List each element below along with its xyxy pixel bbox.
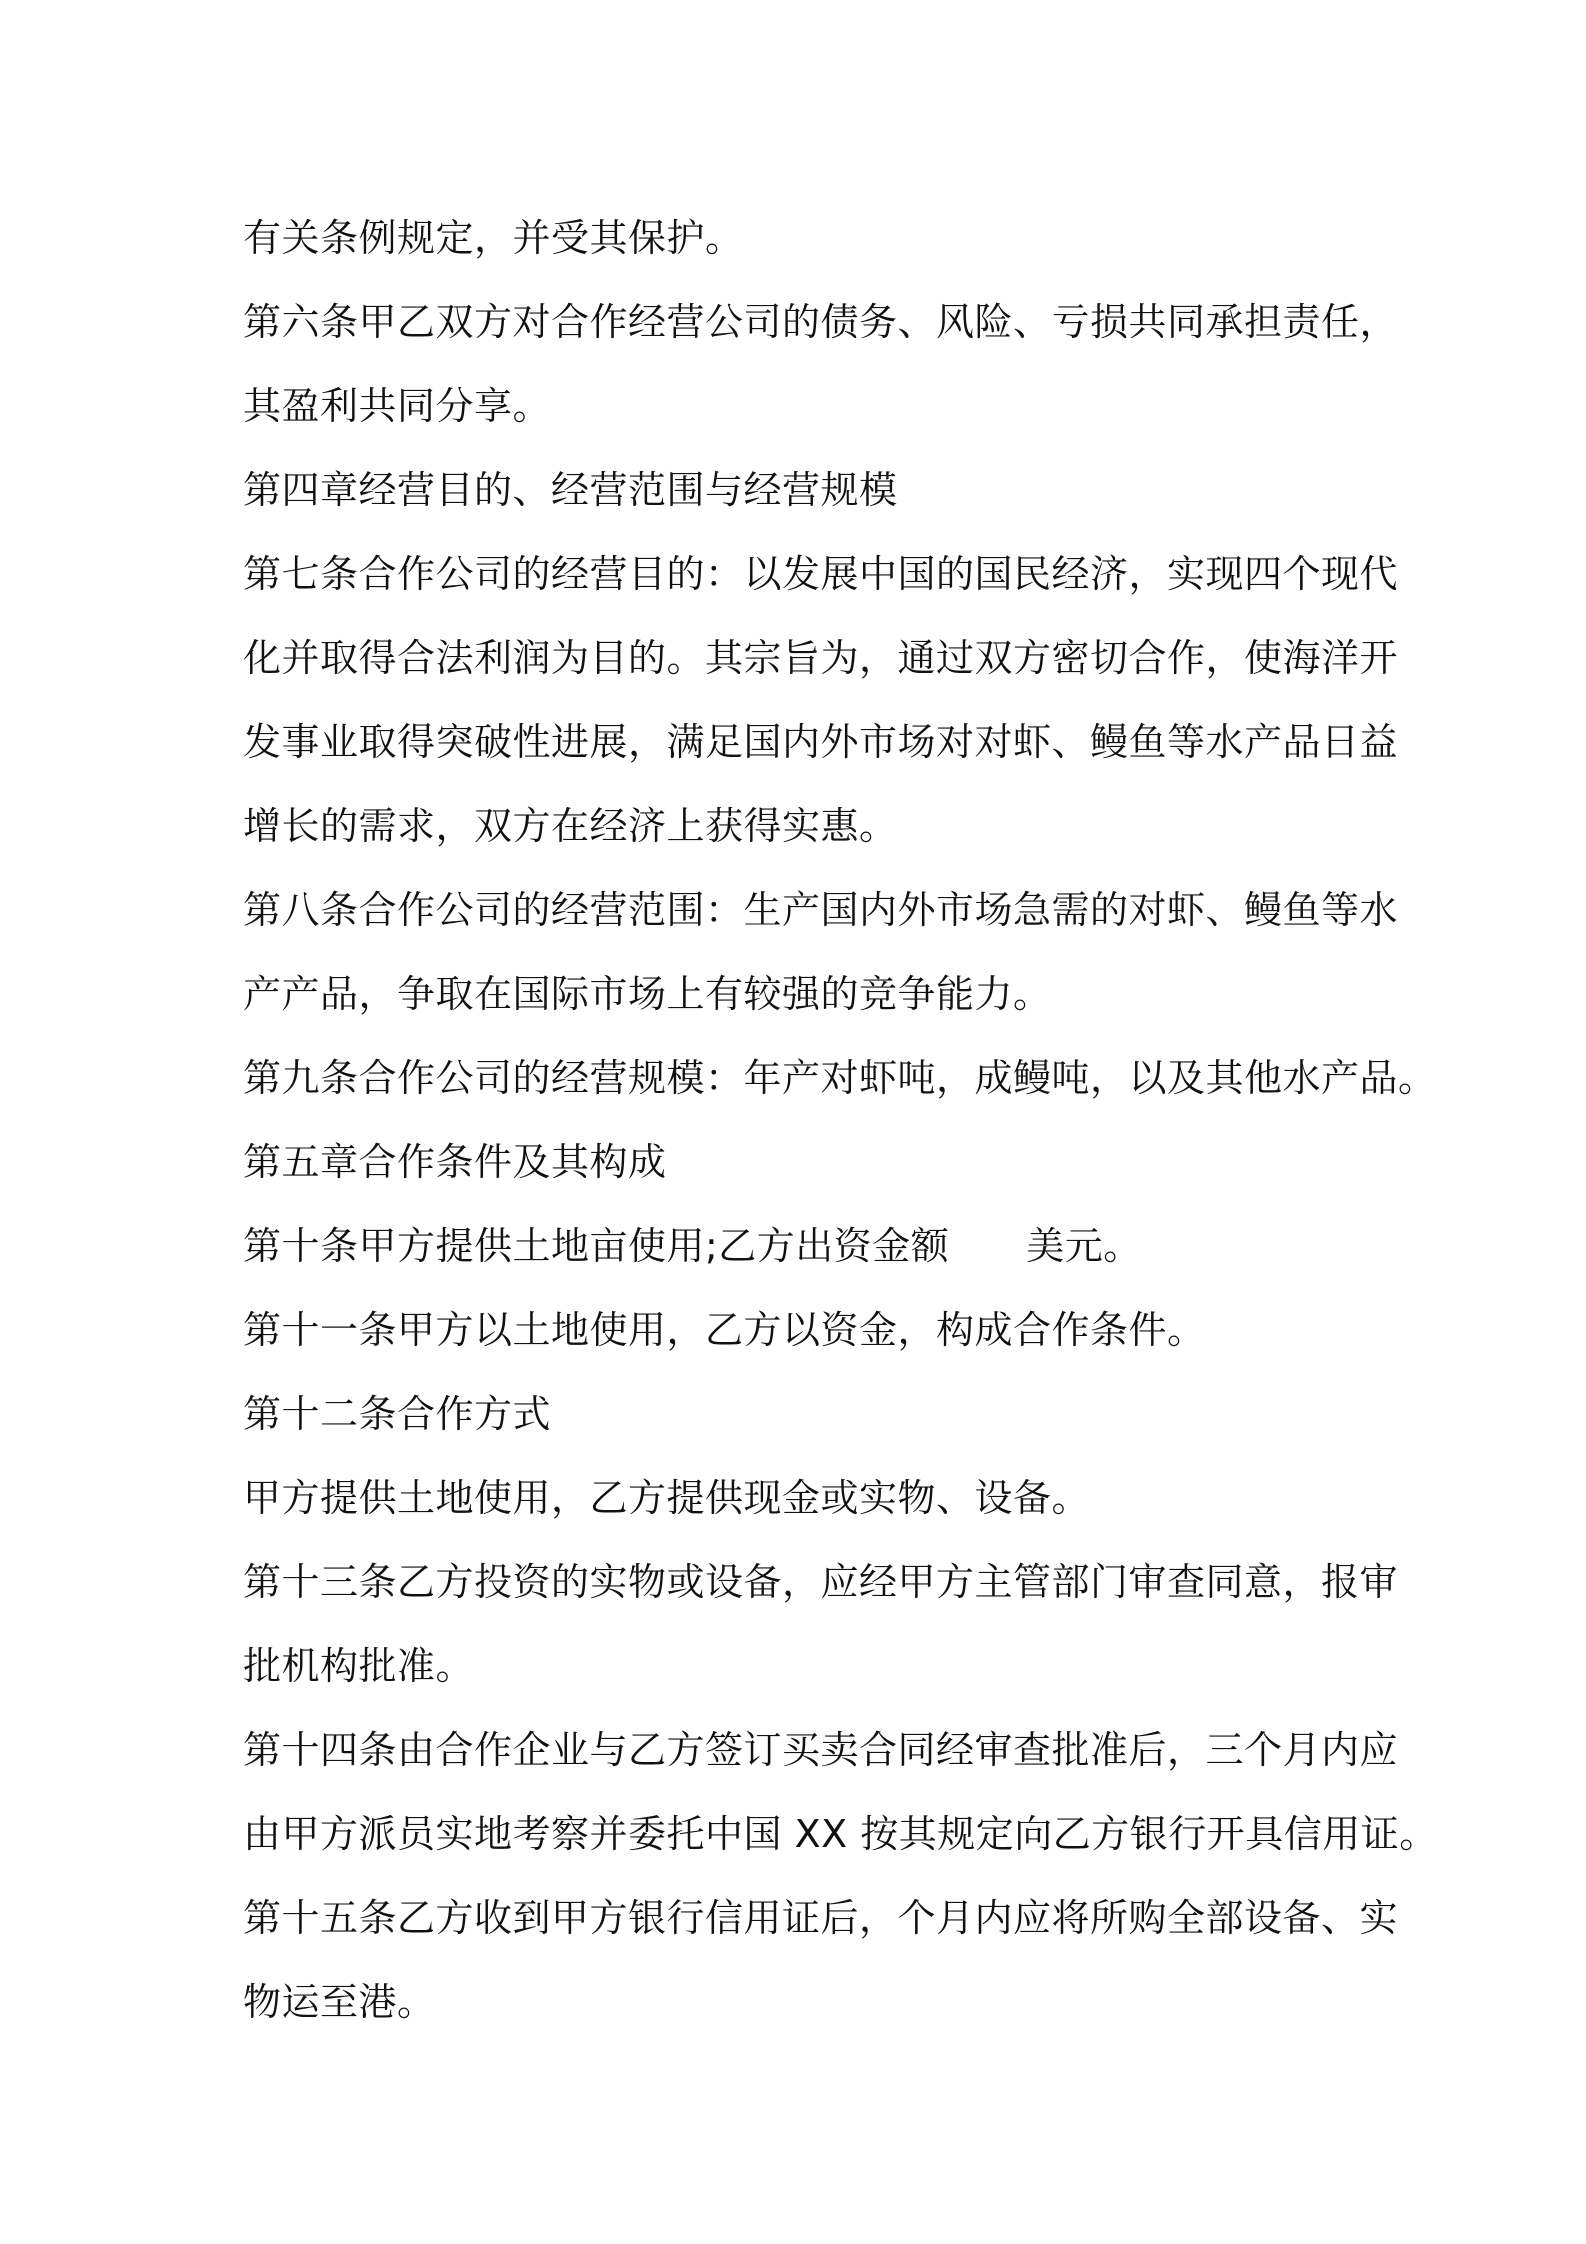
text-line: 增长的需求，双方在经济上获得实惠。	[243, 804, 898, 848]
text-line: 化并取得合法利润为目的。其宗旨为，通过双方密切合作，使海洋开	[243, 636, 1399, 680]
text-line: 由甲方派员实地考察并委托中国 XX 按其规定向乙方银行开具信用证。	[243, 1812, 1438, 1856]
text-line: 批机构批准。	[243, 1644, 475, 1688]
text-line: 第十一条甲方以土地使用，乙方以资金，构成合作条件。	[243, 1308, 1206, 1352]
text-line: 甲方提供土地使用，乙方提供现金或实物、设备。	[243, 1476, 1091, 1520]
text-line: 第十三条乙方投资的实物或设备，应经甲方主管部门审查同意，报审	[243, 1560, 1399, 1604]
text-line: 第八条合作公司的经营范围：生产国内外市场急需的对虾、鳗鱼等水	[243, 888, 1399, 932]
text-line: 有关条例规定，并受其保护。	[243, 216, 744, 260]
text-line: 第十条甲方提供土地亩使用;乙方出资金额 美元。	[243, 1224, 1142, 1268]
article-heading: 第十二条合作方式	[243, 1392, 552, 1436]
text-line: 第十五条乙方收到甲方银行信用证后，个月内应将所购全部设备、实	[243, 1896, 1399, 1940]
text-line: 其盈利共同分享。	[243, 384, 552, 428]
text-line: 第七条合作公司的经营目的：以发展中国的国民经济，实现四个现代	[243, 552, 1399, 596]
text-line: 物运至港。	[243, 1980, 436, 2024]
chapter-heading: 第五章合作条件及其构成	[243, 1140, 667, 1184]
text-line: 第十四条由合作企业与乙方签订买卖合同经审查批准后，三个月内应	[243, 1728, 1399, 1772]
text-line: 产产品，争取在国际市场上有较强的竞争能力。	[243, 972, 1052, 1016]
text-line: 发事业取得突破性进展，满足国内外市场对对虾、鳗鱼等水产品日益	[243, 720, 1399, 764]
document-body	[243, 196, 1438, 2044]
text-line: 第六条甲乙双方对合作经营公司的债务、风险、亏损共同承担责任，	[243, 300, 1399, 344]
text-line: 第九条合作公司的经营规模：年产对虾吨，成鳗吨，以及其他水产品。	[243, 1056, 1437, 1100]
chapter-heading: 第四章经营目的、经营范围与经营规模	[243, 468, 898, 512]
